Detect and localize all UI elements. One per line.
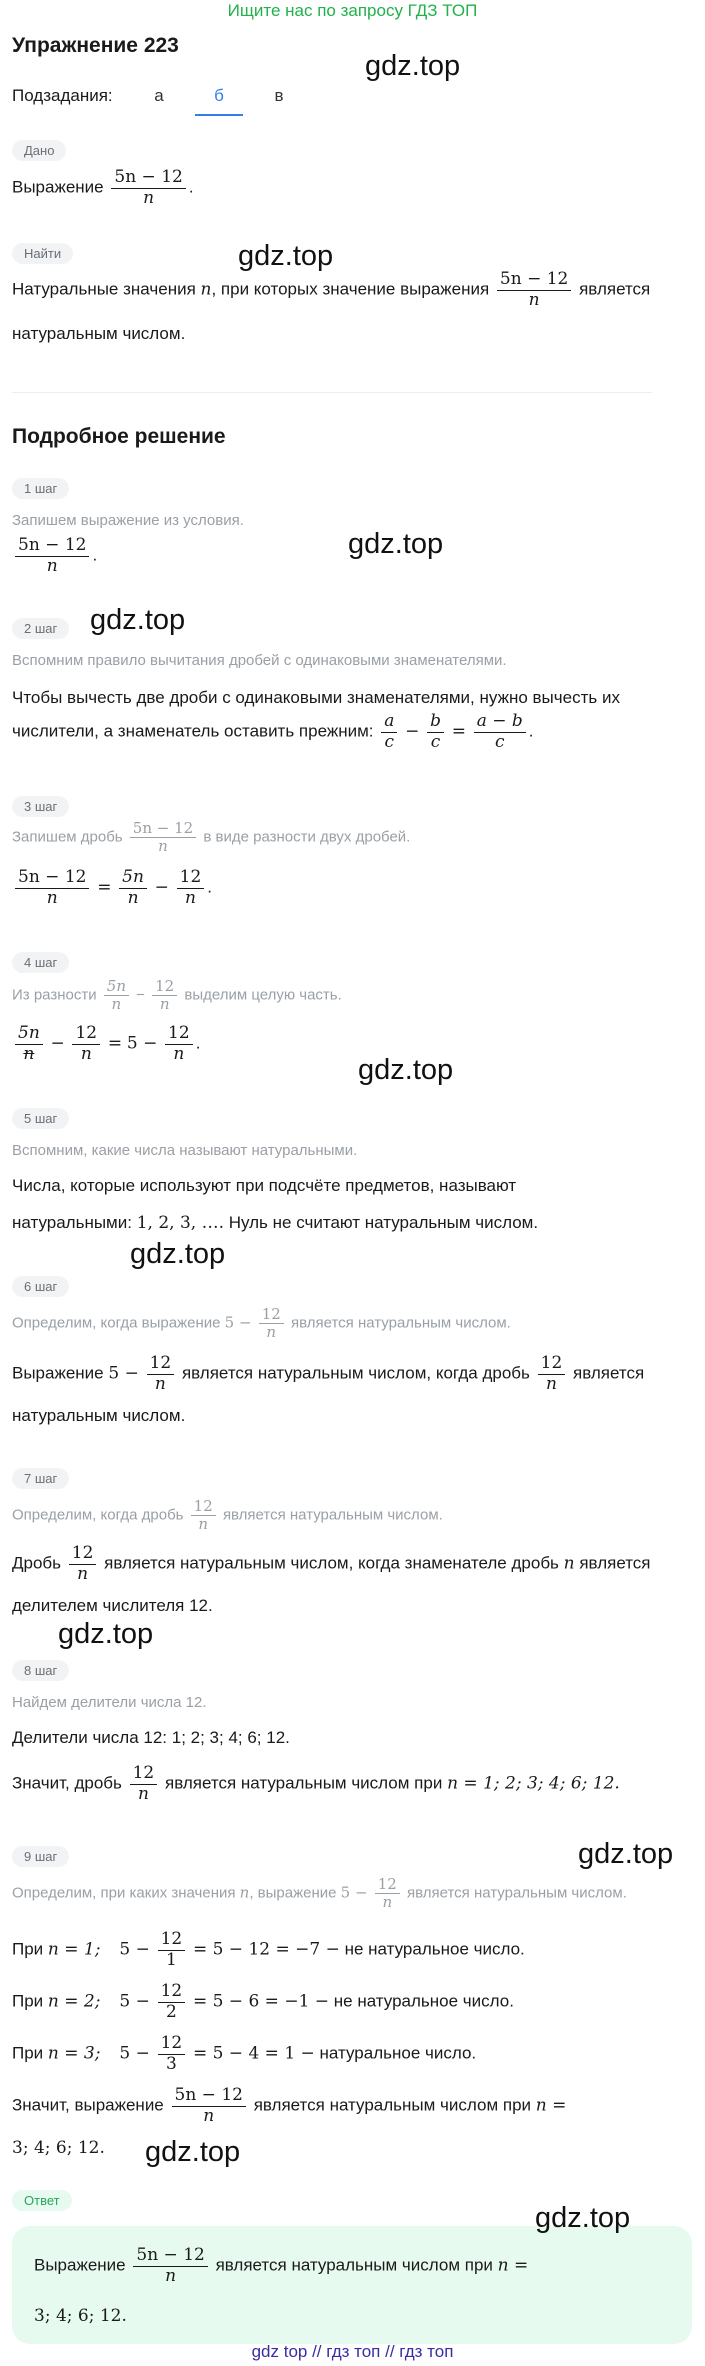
step1-chip: 1 шаг bbox=[12, 478, 69, 499]
step9-row3: При n = 3; 5 − $\frac{12}{3}$ = 5 − 4 = 1 − натуральное число. bbox=[12, 2033, 477, 2074]
step3-expr: $\frac{5n - 12}{n}$ = $\frac{5n}{n}$ − $\frac{12}{n}$ . bbox=[12, 868, 212, 908]
step5-line1: Числа, которые используют при подсчёте предметов, называют bbox=[12, 1176, 517, 1195]
step7-chip: 7 шаг bbox=[12, 1468, 69, 1489]
math-n: n bbox=[200, 279, 212, 300]
step1-hint: Запишем выражение из условия. bbox=[12, 512, 244, 529]
step2-line2-text: числители, а знаменатель оставить прежним: bbox=[12, 721, 374, 741]
step2-hint: Вспомним правило вычитания дробей с одинаковыми знаменателями. bbox=[12, 652, 507, 669]
watermark: gdz.top bbox=[145, 2136, 241, 2168]
step2-line2: числители, а знаменатель оставить прежним: $\frac{a}{c}$ − $\frac{b}{c}$ = $\frac{a - b}{c}$ . bbox=[12, 711, 534, 752]
given-line: Выражение $\frac{5n - 12}{n}$ . bbox=[12, 167, 194, 208]
step3-hint-a: Запишем дробь bbox=[12, 828, 123, 846]
frac-den: n bbox=[143, 187, 155, 208]
step9-values: 3; 4; 6; 12. bbox=[12, 2138, 105, 2158]
equals: = bbox=[451, 721, 466, 742]
step6-line1: Выражение 5 − $\frac{12}{n}$ является натуральным числом, когда дробь $\frac{12}{n}$ является bbox=[12, 1353, 645, 1394]
step5-chip: 5 шаг bbox=[12, 1108, 69, 1129]
find-text-d: натуральным числом. bbox=[12, 324, 186, 343]
answer-line: Выражение $\frac{5n - 12}{n}$ является натуральным числом при n = bbox=[34, 2245, 529, 2286]
watermark: gdz.top bbox=[58, 1618, 154, 1650]
answer-box bbox=[12, 2226, 692, 2344]
step8-line1: Делители числа 12: 1; 2; 3; 4; 6; 12. bbox=[12, 1728, 290, 1747]
step2-chip: 2 шаг bbox=[12, 618, 69, 639]
find-line bbox=[12, 270, 650, 310]
footer-links[interactable]: gdz top // гдз топ // гдз топ bbox=[251, 2342, 454, 2361]
step8-chip: 8 шаг bbox=[12, 1660, 69, 1681]
step9-row1: При n = 1; 5 − $\frac{12}{1}$ = 5 − 12 = −7 − не натуральное число. bbox=[12, 1929, 525, 1970]
frac-num: 5n − 12 bbox=[497, 270, 571, 291]
step9-row2: При n = 2; 5 − $\frac{12}{2}$ = 5 − 6 = −1 − не натуральное число. bbox=[12, 1981, 514, 2022]
step4-hint: Из разности $\frac{5n}{n}$ − $\frac{12}{n}$ выделим целую часть. bbox=[12, 977, 342, 1014]
frac-num: a − b bbox=[474, 712, 526, 733]
given-chip: Дано bbox=[12, 140, 66, 161]
find-chip: Найти bbox=[12, 243, 73, 264]
answer-values: 3; 4; 6; 12. bbox=[34, 2306, 127, 2326]
page-title: Упражнение 223 bbox=[12, 34, 179, 57]
subtask-tabs bbox=[135, 78, 315, 116]
answer-chip: Ответ bbox=[12, 2190, 72, 2211]
step4-expr: $\frac{5n}{n}$ − $\frac{12}{n}$ = 5 − $\frac{12}{n}$ . bbox=[12, 1024, 200, 1064]
step8-hint: Найдем делители числа 12. bbox=[12, 1694, 207, 1711]
watermark: gdz.top bbox=[238, 240, 334, 272]
given-text: Выражение bbox=[12, 177, 104, 197]
step3-hint bbox=[12, 820, 410, 856]
search-banner: Ищите нас по запросу ГДЗ ТОП bbox=[227, 1, 478, 20]
tab-a[interactable]: а bbox=[154, 86, 164, 105]
watermark: gdz.top bbox=[90, 604, 186, 636]
minus: − bbox=[405, 721, 420, 742]
frac-num: a bbox=[381, 712, 397, 733]
step2-line1: Чтобы вычесть две дроби с одинаковыми знаменателями, нужно вычесть их bbox=[12, 688, 620, 707]
step5-line2: натуральными: 1, 2, 3, …. Нуль не считают натуральным числом. bbox=[12, 1213, 539, 1233]
given-fraction bbox=[111, 168, 185, 208]
step9-conclusion: Значит, выражение $\frac{5n - 12}{n}$ является натуральным числом при n = bbox=[12, 2085, 567, 2126]
frac-den: n bbox=[46, 555, 58, 576]
step8-line2: Значит, дробь $\frac{12}{n}$ является натуральным числом при n = 1; 2; 3; 4; 6; 12. bbox=[12, 1763, 620, 1804]
find-text-b: , при которых значение выражения bbox=[211, 279, 490, 299]
watermark: gdz.top bbox=[535, 2202, 631, 2234]
frac-den: n bbox=[528, 289, 540, 310]
watermark: gdz.top bbox=[348, 528, 444, 560]
frac-num: 5n − 12 bbox=[111, 168, 185, 189]
step9-hint: Определим, при каких значения n, выражение 5 − $\frac{12}{n}$ является натуральным числом. bbox=[12, 1875, 627, 1912]
step1-expr: $\frac{5n - 12}{n}$ . bbox=[12, 536, 97, 576]
step5-hint: Вспомним, какие числа называют натуральными. bbox=[12, 1142, 358, 1159]
find-text-c: является bbox=[579, 279, 651, 299]
step6-line2: натуральным числом. bbox=[12, 1406, 186, 1425]
step7-line1: Дробь $\frac{12}{n}$ является натуральным числом, когда знаменателе дробь n является bbox=[12, 1543, 651, 1584]
find-fraction bbox=[497, 270, 571, 310]
step6-chip: 6 шаг bbox=[12, 1276, 69, 1297]
step6-hint: Определим, когда выражение 5 − $\frac{12}{n}$ является натуральным числом. bbox=[12, 1305, 511, 1342]
frac-den: c bbox=[430, 731, 441, 752]
watermark: gdz.top bbox=[365, 50, 461, 82]
frac-num: 5n − 12 bbox=[130, 820, 196, 838]
tab-b[interactable]: б bbox=[195, 78, 243, 116]
step7-hint: Определим, когда дробь $\frac{12}{n}$ является натуральным числом. bbox=[12, 1497, 443, 1534]
frac-den: n bbox=[158, 837, 168, 856]
watermark: gdz.top bbox=[358, 1054, 454, 1086]
step4-chip: 4 шаг bbox=[12, 952, 69, 973]
divider bbox=[12, 392, 652, 393]
frac-den: c bbox=[384, 731, 395, 752]
watermark: gdz.top bbox=[130, 1238, 226, 1270]
step7-line2: делителем числителя 12. bbox=[12, 1596, 213, 1615]
step9-chip: 9 шаг bbox=[12, 1846, 69, 1867]
watermark: gdz.top bbox=[578, 1838, 674, 1870]
frac-den: c bbox=[494, 731, 505, 752]
tab-v[interactable]: в bbox=[274, 86, 284, 105]
solution-title: Подробное решение bbox=[12, 425, 226, 448]
step3-hint-b: в виде разности двух дробей. bbox=[203, 828, 411, 846]
step3-chip: 3 шаг bbox=[12, 796, 69, 817]
subtasks-label: Подзадания: bbox=[12, 86, 113, 105]
frac-num: b bbox=[427, 712, 444, 733]
find-text-a: Натуральные значения bbox=[12, 279, 196, 299]
frac-num: 5n − 12 bbox=[15, 536, 89, 557]
